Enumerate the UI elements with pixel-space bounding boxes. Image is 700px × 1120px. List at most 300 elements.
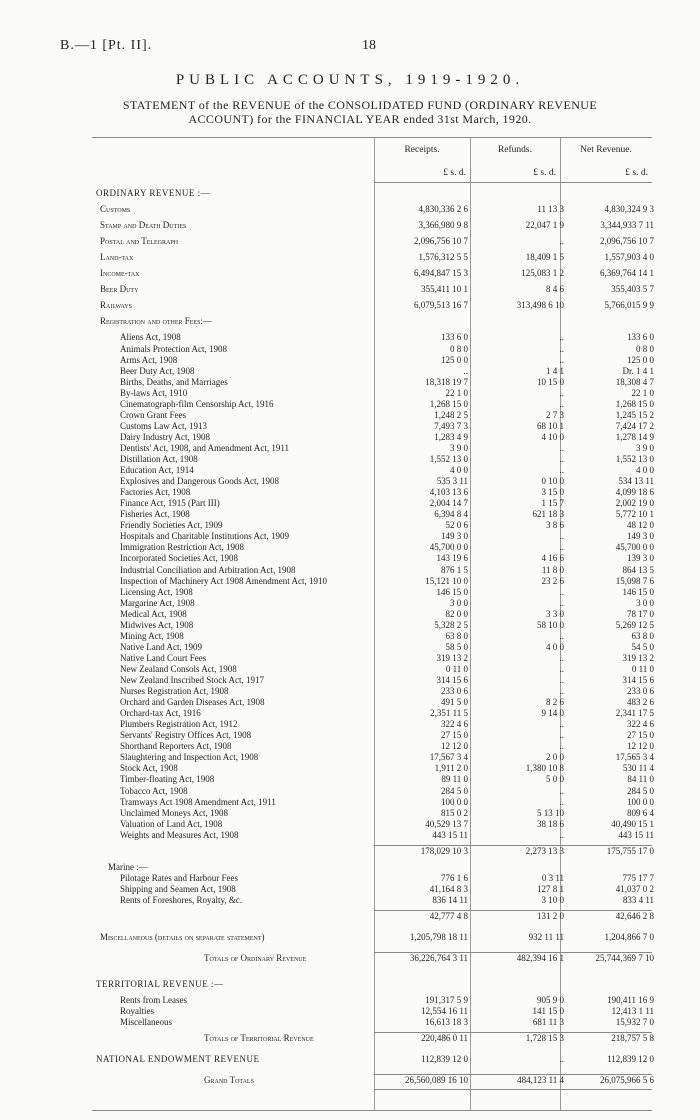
table-row (92, 995, 652, 1005)
cell-net-revenue: 355,403 5 7 (611, 284, 654, 295)
cell-refunds: .. (559, 343, 564, 354)
table-row (92, 686, 652, 696)
cell-receipts: 2,351 11 5 (430, 708, 468, 719)
row-label: Shipping and Seamen Act, 1908 (120, 883, 236, 894)
cell-receipts: 2,004 14 7 (429, 498, 468, 509)
cell-net-revenue: 3 9 0 (636, 442, 654, 453)
cell-refunds: .. (559, 531, 564, 542)
table-row (92, 620, 652, 630)
cell-refunds: 905 9 0 (537, 995, 564, 1006)
row-label: Tobacco Act, 1908 (120, 785, 188, 796)
table-row (92, 344, 652, 354)
column-header-refunds: Refunds. (497, 145, 533, 155)
table-row (92, 300, 652, 310)
cell-refunds: 4 16 6 (541, 553, 564, 564)
cell-refunds: 9 14 0 (541, 708, 564, 719)
cell-receipts: 314 15 6 (436, 675, 468, 685)
cell-net-revenue: 2,096,756 10 7 (600, 236, 654, 247)
cell-receipts: 178,029 10 3 (420, 845, 468, 856)
cell-refunds: 10 15 0 (537, 376, 564, 387)
cell-net-revenue: 5,766,015 9 9 (604, 300, 654, 311)
cell-net-revenue: 443 15 11 (618, 829, 654, 840)
row-label: Cinematograph-film Censorship Act, 1916 (120, 398, 274, 409)
table-row (92, 565, 652, 575)
cell-receipts: 6,494,847 15 3 (414, 268, 468, 279)
cell-receipts: 40,529 13 7 (425, 818, 468, 829)
row-label: NATIONAL ENDOWMENT REVENUE (96, 1054, 260, 1065)
cell-net-revenue: 48 12 0 (627, 520, 654, 531)
table-row (92, 252, 652, 262)
table-row (92, 1017, 652, 1027)
table-row (92, 774, 652, 784)
cell-net-revenue: 112,839 12 0 (607, 1054, 654, 1065)
cell-net-revenue: 18,308 4 7 (615, 376, 654, 387)
cell-refunds: .. (559, 465, 564, 476)
cell-receipts: 876 1 5 (441, 564, 468, 575)
cell-net-revenue: 84 11 0 (627, 774, 654, 785)
cell-receipts: 100 0 0 (441, 796, 468, 807)
row-label: Servants' Registry Offices Act, 1908 (120, 730, 252, 741)
row-label: Mining Act, 1908 (120, 630, 184, 641)
table-row (92, 598, 652, 608)
cell-net-revenue: 233 0 6 (627, 686, 654, 697)
cell-net-revenue: 775 17 7 (622, 872, 654, 883)
cell-receipts: 82 0 0 (445, 608, 468, 619)
row-label: Income-tax (100, 268, 140, 279)
cell-refunds: .. (559, 829, 564, 840)
table-row (92, 741, 652, 751)
cell-refunds: 0 10 0 (541, 476, 564, 487)
row-label: Aliens Act, 1908 (120, 332, 181, 343)
cell-refunds: 3 8 6 (546, 520, 564, 531)
cell-refunds: 3 3 0 (546, 608, 564, 619)
revenue-table (92, 137, 652, 1111)
cell-refunds: 125,083 1 2 (521, 268, 564, 279)
row-label: Factories Act, 1908 (120, 487, 191, 498)
cell-receipts: 491 5 0 (441, 697, 468, 708)
section-heading-row (92, 1054, 652, 1064)
row-label: Friendly Societies Act, 1909 (120, 520, 223, 531)
cell-receipts: 1,268 15 0 (429, 398, 468, 409)
cell-net-revenue: 5,269 12 5 (615, 619, 654, 630)
table-row (92, 576, 652, 586)
cell-receipts: 3 9 0 (450, 442, 468, 453)
table-row (92, 642, 652, 652)
row-label: Finance Act, 1915 (Part III) (120, 498, 220, 509)
row-label: Valuation of Land Act, 1908 (120, 818, 223, 829)
row-label: Distillation Act, 1908 (120, 454, 198, 464)
table-row (92, 653, 652, 663)
table-row (92, 763, 652, 773)
cell-net-revenue: 322 4 6 (627, 719, 654, 730)
table-row (92, 895, 652, 905)
document-title: PUBLIC ACCOUNTS, 1919-1920. (175, 72, 525, 88)
table-row (92, 410, 652, 420)
cell-refunds: .. (559, 586, 564, 597)
cell-refunds: 11 13 3 (537, 204, 564, 215)
cell-receipts: 12,554 16 11 (421, 1006, 468, 1017)
cell-net-revenue: 2,002 19 0 (615, 498, 654, 509)
cell-receipts: 1,552 13 0 (429, 454, 468, 464)
cell-refunds: 1,728 15 3 (525, 1033, 564, 1044)
cell-net-revenue: 4,099 18 6 (615, 487, 654, 498)
cell-receipts: 1,248 2 5 (434, 409, 468, 420)
row-label: Shorthand Reporters Act, 1908 (120, 741, 232, 752)
row-label: Industrial Conciliation and Arbitration Act, 1908 (120, 564, 296, 575)
row-label: Beer Duty Act, 1908 (120, 365, 195, 376)
table-row (92, 236, 652, 246)
cell-receipts: 12 12 0 (441, 741, 468, 752)
cell-receipts: 3 0 0 (450, 597, 468, 608)
row-label: Rents from Leases (120, 995, 187, 1006)
column-header-receipts: Receipts. (404, 145, 440, 155)
cell-net-revenue: 4 0 0 (636, 465, 654, 476)
table-row (92, 819, 652, 829)
cell-receipts: 112,839 12 0 (421, 1054, 468, 1065)
row-label: Hospitals and Charitable Institutions Act, 1909 (120, 531, 289, 542)
cell-receipts: 1,283 4 9 (434, 431, 468, 442)
row-label: Arms Act, 1908 (120, 354, 178, 365)
cell-refunds: 2,273 13 3 (525, 845, 564, 856)
table-row (92, 862, 652, 872)
cell-refunds: .. (559, 686, 564, 697)
table-row (92, 675, 652, 685)
cell-net-revenue: 190,411 16 9 (607, 995, 654, 1006)
row-label: Inspection of Machinery Act 1908 Amendment Act, 1910 (120, 575, 327, 586)
cell-net-revenue: 1,268 15 0 (615, 398, 654, 409)
cell-refunds: .. (559, 597, 564, 608)
cell-receipts: 52 0 6 (445, 520, 468, 531)
cell-refunds: .. (559, 387, 564, 398)
cell-net-revenue: 12 12 0 (627, 741, 654, 752)
row-label: Explosives and Dangerous Goods Act, 1908 (120, 476, 279, 487)
cell-refunds: 621 18 3 (532, 509, 564, 520)
table-row (92, 830, 652, 840)
table-row (92, 388, 652, 398)
cell-receipts: 42,777 4 8 (429, 911, 468, 921)
table-row (92, 487, 652, 497)
cell-net-revenue: 40,490 15 1 (611, 818, 654, 829)
row-label: Midwives Act, 1908 (120, 619, 194, 630)
total-row (92, 846, 652, 856)
cell-net-revenue: 175,755 17 0 (606, 845, 654, 856)
cell-net-revenue: Dr. 1 4 1 (622, 365, 654, 376)
table-row (92, 509, 652, 519)
cell-receipts: 146 15 0 (436, 586, 468, 597)
row-label: Miscellaneous (details on separate statement) (100, 932, 265, 943)
cell-refunds: 4 0 0 (546, 641, 564, 652)
table-row (92, 1006, 652, 1016)
row-label: Miscellaneous (120, 1017, 172, 1028)
row-label: Weights and Measures Act, 1908 (120, 829, 239, 840)
cell-refunds: .. (559, 630, 564, 641)
units-receipts: £ s. d. (443, 168, 466, 178)
cell-refunds: .. (559, 542, 564, 553)
units-net-revenue: £ s. d. (625, 168, 648, 178)
cell-receipts: 355,411 10 1 (421, 284, 468, 295)
total-row (92, 1075, 652, 1085)
cell-receipts: 443 15 11 (432, 829, 468, 840)
cell-receipts: 1,205,798 18 11 (409, 932, 468, 943)
table-row (92, 553, 652, 563)
section-heading-row (92, 979, 652, 989)
cell-receipts: 17,567 3 4 (429, 752, 468, 763)
table-row (92, 268, 652, 278)
cell-receipts: 15,121 10 0 (425, 575, 468, 586)
row-label: TERRITORIAL REVENUE :— (96, 979, 224, 990)
cell-net-revenue: 41,037 0 2 (615, 883, 654, 894)
table-row (92, 204, 652, 214)
row-label: Margarine Act, 1908 (120, 597, 195, 608)
table-row (92, 797, 652, 807)
row-label: Postal and Telegraph (100, 236, 179, 247)
cell-net-revenue: 7,424 17 2 (615, 420, 654, 431)
table-row (92, 609, 652, 619)
row-label: Animals Protection Act, 1908 (120, 343, 227, 354)
cell-refunds: .. (559, 398, 564, 409)
cell-net-revenue: 0 8 0 (636, 343, 654, 354)
table-row (92, 284, 652, 294)
row-label: Royalties (120, 1006, 154, 1017)
cell-refunds: 18,409 1 5 (525, 252, 564, 263)
table-row (92, 432, 652, 442)
row-label: Orchard-tax Act, 1916 (120, 708, 201, 719)
cell-refunds: 5 0 0 (546, 774, 564, 785)
table-row (92, 730, 652, 740)
cell-net-revenue: 483 2 6 (627, 697, 654, 708)
cell-receipts: 45,700 0 0 (429, 542, 468, 553)
cell-net-revenue: 45,700 0 0 (615, 542, 654, 553)
cell-receipts: 4 0 0 (450, 465, 468, 476)
table-row (92, 332, 652, 342)
cell-receipts: 133 6 0 (441, 332, 468, 343)
cell-receipts: 6,394 8 4 (434, 509, 468, 520)
cell-receipts: 322 4 6 (441, 719, 468, 730)
total-row (92, 1033, 652, 1043)
row-label: Immigration Restriction Act, 1908 (120, 542, 244, 553)
cell-receipts: 27 15 0 (441, 730, 468, 741)
row-label: By-laws Act, 1910 (120, 387, 188, 398)
table-row (92, 932, 652, 942)
row-label: Stamp and Death Duties (100, 220, 187, 231)
cell-refunds: 932 11 11 (528, 932, 564, 943)
cell-refunds: 3 10 0 (541, 894, 564, 905)
cell-refunds: 2 0 0 (546, 752, 564, 763)
cell-refunds: 484,123 11 4 (517, 1075, 564, 1086)
cell-refunds: .. (559, 675, 564, 685)
cell-net-revenue: 4,830,324 9 3 (604, 204, 654, 215)
cell-receipts: 89 11 0 (441, 774, 468, 785)
cell-net-revenue: 284 5 0 (627, 785, 654, 796)
cell-refunds: 1 4 1 (546, 365, 564, 376)
section-heading-row (92, 188, 652, 198)
cell-refunds: .. (559, 785, 564, 796)
cell-refunds: 58 10 0 (537, 619, 564, 630)
row-label: Land-tax (100, 252, 134, 263)
cell-refunds: 22,047 1 9 (525, 220, 564, 231)
cell-receipts: 149 3 0 (441, 531, 468, 542)
cell-refunds: 8 4 6 (546, 284, 564, 295)
cell-net-revenue: 149 3 0 (627, 531, 654, 542)
cell-receipts: 63 8 0 (445, 630, 468, 641)
cell-net-revenue: 15,932 7 0 (615, 1017, 654, 1028)
row-label: Orchard and Garden Diseases Act, 1908 (120, 697, 265, 708)
table-row (92, 498, 652, 508)
cell-receipts: 284 5 0 (441, 785, 468, 796)
cell-refunds: 23 2 6 (541, 575, 564, 586)
cell-receipts: 220,486 0 11 (421, 1033, 468, 1044)
table-row (92, 786, 652, 796)
table-row (92, 377, 652, 387)
cell-net-revenue: 864 13 5 (622, 564, 654, 575)
cell-receipts: 5,328 2 5 (434, 619, 468, 630)
total-row (92, 911, 652, 921)
cell-refunds: .. (559, 652, 564, 663)
cell-net-revenue: 6,369,764 14 1 (600, 268, 654, 279)
page-number: 18 (362, 38, 376, 53)
cell-net-revenue: 54 5 0 (631, 641, 654, 652)
row-label: Unclaimed Moneys Act, 1908 (120, 807, 228, 818)
cell-net-revenue: 1,204,866 7 0 (604, 932, 654, 943)
row-label: Pilotage Rates and Harbour Fees (120, 872, 238, 883)
row-label: Licensing Act, 1908 (120, 586, 193, 597)
table-row (92, 542, 652, 552)
row-label: Slaughtering and Inspection Act, 1908 (120, 752, 259, 763)
cell-net-revenue: 26,075,966 5 6 (600, 1075, 654, 1086)
cell-refunds: .. (559, 730, 564, 741)
document-reference: B.—1 [Pt. II]. (60, 38, 153, 53)
cell-net-revenue: 133 6 0 (627, 332, 654, 343)
table-row (92, 443, 652, 453)
statement-subtitle: STATEMENT of the REVENUE of the CONSOLIDATED FUND (ORDINARY REVENUE ACCOUNT) for the FINANCIAL YEAR ended 31st March, 1920. (122, 98, 598, 126)
cell-receipts: 535 3 11 (436, 476, 468, 487)
row-label: Timber-floating Act, 1908 (120, 774, 215, 785)
row-label: Crown Grant Fees (120, 409, 186, 420)
cell-net-revenue: 3,344,933 7 11 (600, 220, 654, 231)
cell-receipts: 1,911 2 0 (434, 763, 468, 774)
cell-refunds: .. (559, 719, 564, 730)
cell-net-revenue: 218,757 5 8 (611, 1033, 654, 1044)
units-refunds: £ s. d. (533, 168, 556, 178)
cell-refunds: .. (559, 442, 564, 453)
row-label: Customs Law Act, 1913 (120, 420, 207, 431)
cell-receipts: 143 19 6 (436, 553, 468, 564)
cell-refunds: .. (559, 741, 564, 752)
table-row (92, 873, 652, 883)
row-label: Registration and other Fees:— (100, 316, 212, 327)
cell-refunds: 0 3 11 (541, 872, 564, 883)
cell-net-revenue: 125 0 0 (627, 354, 654, 365)
cell-refunds: 131 2 0 (537, 911, 564, 921)
cell-net-revenue: 2,341 17 5 (615, 708, 654, 719)
cell-net-revenue: 139 3 0 (627, 553, 654, 564)
cell-receipts: 4,830,336 2 6 (418, 204, 468, 215)
cell-receipts: 6,079,513 16 7 (414, 300, 468, 311)
cell-refunds: 1,380 10 8 (525, 763, 564, 774)
cell-refunds: .. (559, 1054, 564, 1065)
cell-net-revenue: 1,278 14 9 (615, 431, 654, 442)
cell-receipts: 2,096,756 10 7 (414, 236, 468, 247)
table-row (92, 752, 652, 762)
cell-net-revenue: 5,772 10 1 (615, 509, 654, 520)
row-label: Beer Duty (100, 284, 139, 295)
table-row (92, 316, 652, 326)
row-label: Plumbers Registration Act, 1912 (120, 719, 238, 730)
table-row (92, 520, 652, 530)
cell-refunds: 141 15 0 (532, 1006, 564, 1017)
cell-net-revenue: 25,744,369 7 10 (595, 953, 654, 964)
table-row (92, 454, 652, 464)
row-label: Rents of Foreshores, Royalty, &c. (120, 894, 243, 905)
cell-net-revenue: 42,646 2 8 (615, 911, 654, 921)
row-label: Medical Act, 1908 (120, 608, 187, 619)
cell-refunds: 11 8 0 (541, 564, 564, 575)
cell-refunds: .. (559, 663, 564, 674)
table-row (92, 399, 652, 409)
row-label: Totals of Territorial Revenue (204, 1033, 314, 1044)
row-label: Dentists' Act, 1908, and Amendment Act, 1911 (120, 442, 290, 453)
table-row (92, 884, 652, 894)
row-label: New Zealand Consols Act, 1908 (120, 663, 237, 674)
row-label: Native Land Act, 1909 (120, 641, 202, 652)
cell-net-revenue: 319 13 2 (622, 652, 654, 663)
cell-receipts: 191,317 5 9 (425, 995, 468, 1006)
table-row (92, 355, 652, 365)
row-label: New Zealand Inscribed Stock Act, 1917 (120, 675, 264, 685)
row-label: Marine :— (108, 861, 148, 872)
cell-net-revenue: 63 8 0 (631, 630, 654, 641)
cell-refunds: 8 2 6 (546, 697, 564, 708)
cell-refunds: 482,394 16 1 (516, 953, 564, 964)
row-label: Tramways Act 1908 Amendment Act, 1911 (120, 796, 276, 807)
row-label: Incorporated Societies Act, 1908 (120, 553, 238, 564)
cell-refunds: 68 10 1 (537, 420, 564, 431)
cell-refunds: 3 15 0 (541, 487, 564, 498)
cell-net-revenue: 534 13 11 (618, 476, 654, 487)
cell-net-revenue: 1,557,903 4 0 (604, 252, 654, 263)
cell-refunds: .. (559, 454, 564, 464)
cell-refunds: 5 13 10 (537, 807, 564, 818)
total-row (92, 953, 652, 963)
cell-net-revenue: 146 15 0 (622, 586, 654, 597)
cell-net-revenue: 17,565 3 4 (615, 752, 654, 763)
cell-receipts: 3,366,980 9 8 (418, 220, 468, 231)
cell-receipts: 7,493 7 3 (434, 420, 468, 431)
cell-refunds: 4 10 0 (541, 431, 564, 442)
row-label: Nurses Registration Act, 1908 (120, 686, 229, 697)
cell-refunds: 127 8 1 (537, 883, 564, 894)
cell-net-revenue: 0 11 0 (631, 663, 654, 674)
row-label: Births, Deaths, and Marriages (120, 376, 228, 387)
cell-refunds: 2 7 3 (546, 409, 564, 420)
table-row (92, 708, 652, 718)
cell-receipts: 836 14 11 (432, 894, 468, 905)
cell-receipts: 26,560,089 16 10 (405, 1075, 468, 1086)
cell-receipts: 815 0 2 (441, 807, 468, 818)
cell-receipts: 233 0 6 (441, 686, 468, 697)
cell-net-revenue: 833 4 11 (622, 894, 654, 905)
cell-net-revenue: 1,552 13 0 (615, 454, 654, 464)
grand-total-rule (374, 1089, 652, 1090)
cell-net-revenue: 15,098 7 6 (615, 575, 654, 586)
table-row (92, 465, 652, 475)
cell-net-revenue: 530 11 4 (622, 763, 654, 774)
cell-receipts: 125 0 0 (441, 354, 468, 365)
cell-refunds: .. (559, 236, 564, 247)
table-row (92, 664, 652, 674)
cell-receipts: 41,164 8 3 (429, 883, 468, 894)
row-label: Railways (100, 300, 133, 311)
